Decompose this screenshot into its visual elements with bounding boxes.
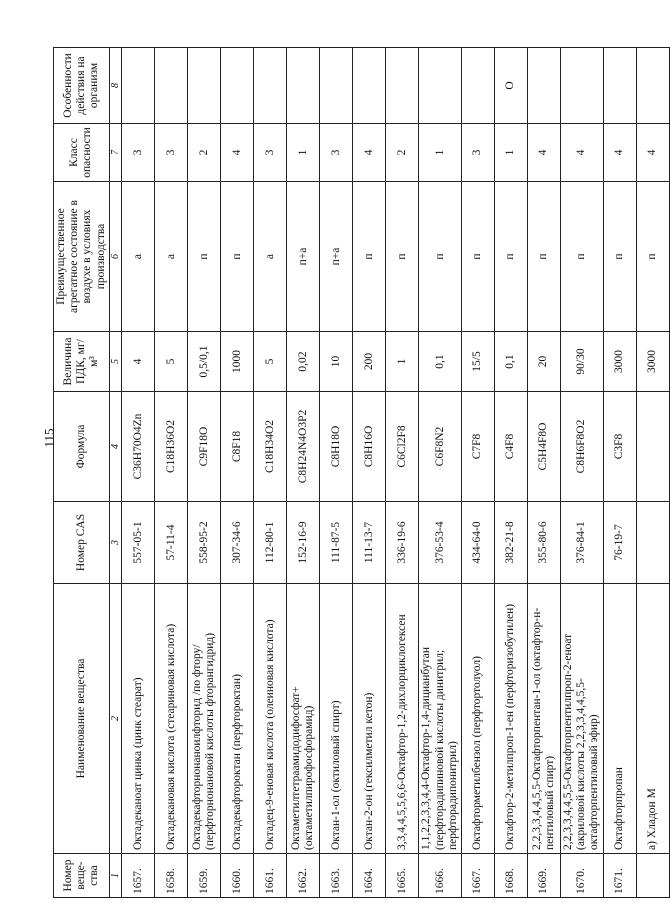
column-number: 5	[109, 332, 122, 392]
column-number-row	[109, 48, 122, 898]
aggregate-state: п+а	[320, 182, 353, 332]
aggregate-state: п	[495, 182, 528, 332]
cas-number: 355-80-6	[528, 502, 561, 584]
table-body	[122, 48, 669, 898]
hazard-class: 4	[221, 124, 254, 182]
table-row	[254, 48, 287, 898]
substance-name: 3,3,4,4,5,5,6,6-Октафтор-1,2-дихлорциклогексен	[386, 584, 419, 854]
header-number: Номер веще- ства	[54, 854, 110, 898]
row-number: 1668.	[495, 854, 528, 898]
table-row	[155, 48, 188, 898]
substance-name: Октафторпропан	[603, 584, 636, 854]
table-row	[495, 48, 528, 898]
row-number: 1671.	[603, 854, 636, 898]
cas-number: 76-19-7	[603, 502, 636, 584]
header-state: Преимущественное агрегатное состояние в воздухе в условиях производства	[54, 182, 110, 332]
row-number: 1666.	[419, 854, 462, 898]
substance-name: 2,2,3,3,4,4,5,5-Октафторпентан-1-ол (октафтор-н-пентиловый спирт)	[528, 584, 561, 854]
row-number: 1663.	[320, 854, 353, 898]
table-row	[386, 48, 419, 898]
pdk-value: 10	[320, 332, 353, 392]
formula: C8F18	[221, 392, 254, 502]
table-row	[122, 48, 155, 898]
table-row	[636, 48, 669, 898]
action-feature	[122, 48, 155, 124]
formula: C6F8N2	[419, 392, 462, 502]
pdk-value: 90/30	[561, 332, 604, 392]
cas-number: 336-19-6	[386, 502, 419, 584]
page-number: 115	[41, 428, 57, 448]
pdk-value: 0,5/0,1	[188, 332, 221, 392]
action-feature	[528, 48, 561, 124]
column-number: 1	[109, 854, 122, 898]
hazard-class: 3	[320, 124, 353, 182]
pdk-value: 5	[254, 332, 287, 392]
pdk-value: 3000	[603, 332, 636, 392]
table-row	[419, 48, 462, 898]
formula: C36H70O4Zn	[122, 392, 155, 502]
substance-name: Октадекафтороктан (перфтороктан)	[221, 584, 254, 854]
table-row	[188, 48, 221, 898]
action-feature	[353, 48, 386, 124]
aggregate-state: п	[419, 182, 462, 332]
aggregate-state: п	[386, 182, 419, 332]
formula: C7F8	[462, 392, 495, 502]
substance-name: 2,2,3,3,4,4,5,5-Октафторпентилпроп-2-еноат (акриловой кислоты 2,2,3,3,4,4,5,5-октафторпентиловый эфир)	[561, 584, 604, 854]
aggregate-state: п	[221, 182, 254, 332]
cas-number	[636, 502, 669, 584]
formula: C8H16O	[353, 392, 386, 502]
aggregate-state: п	[353, 182, 386, 332]
column-number: 6	[109, 182, 122, 332]
action-feature	[386, 48, 419, 124]
substance-name: Октафтор-2-метилпроп-1-ен (перфторизобутилен)	[495, 584, 528, 854]
row-number: 1658.	[155, 854, 188, 898]
action-feature: О	[495, 48, 528, 124]
substance-name: Октафторметилбензол (перфтортолуол)	[462, 584, 495, 854]
action-feature	[462, 48, 495, 124]
substance-name: Октаметилтетраамидодифосфат+ (октаметилпирофосфорамид)	[287, 584, 320, 854]
table-row	[462, 48, 495, 898]
hazard-class: 4	[528, 124, 561, 182]
hazard-class: 4	[353, 124, 386, 182]
substance-name: а) Хладон М	[636, 584, 669, 854]
header-class: Класс опасности	[54, 124, 110, 182]
cas-number: 434-64-0	[462, 502, 495, 584]
rotated-table-container	[53, 48, 659, 898]
substance-name: Октан-1-ол (октиловый спирт)	[320, 584, 353, 854]
table-row	[561, 48, 604, 898]
formula: C8H6F8O2	[561, 392, 604, 502]
header-formula: Формула	[54, 392, 110, 502]
hazard-class: 3	[462, 124, 495, 182]
hazard-class: 2	[386, 124, 419, 182]
aggregate-state: п	[462, 182, 495, 332]
cas-number: 376-53-4	[419, 502, 462, 584]
hazard-class: 2	[188, 124, 221, 182]
action-feature	[419, 48, 462, 124]
column-number: 2	[109, 584, 122, 854]
action-feature	[320, 48, 353, 124]
substance-name: Октан-2-он (гексилметил кетон)	[353, 584, 386, 854]
pdk-value: 0,02	[287, 332, 320, 392]
aggregate-state: п	[561, 182, 604, 332]
hazard-class: 4	[561, 124, 604, 182]
table-row	[221, 48, 254, 898]
action-feature	[287, 48, 320, 124]
hazard-class: 1	[495, 124, 528, 182]
substances-table	[53, 47, 670, 898]
aggregate-state: п	[188, 182, 221, 332]
table-row	[287, 48, 320, 898]
pdk-value: 1	[386, 332, 419, 392]
aggregate-state: п	[636, 182, 669, 332]
header-feature: Особенности действия на организм	[54, 48, 110, 124]
substance-name: Октадеканоат цинка (цинк стеарат)	[122, 584, 155, 854]
cas-number: 307-34-6	[221, 502, 254, 584]
formula: C4F8	[495, 392, 528, 502]
action-feature	[561, 48, 604, 124]
action-feature	[155, 48, 188, 124]
hazard-class: 1	[287, 124, 320, 182]
cas-number: 112-80-1	[254, 502, 287, 584]
pdk-value: 3000	[636, 332, 669, 392]
row-number	[636, 854, 669, 898]
aggregate-state: п+а	[287, 182, 320, 332]
pdk-value: 0,1	[419, 332, 462, 392]
table-row	[320, 48, 353, 898]
formula: C18H36O2	[155, 392, 188, 502]
hazard-class: 3	[254, 124, 287, 182]
header-row	[54, 48, 110, 898]
cas-number: 57-11-4	[155, 502, 188, 584]
column-number: 8	[109, 48, 122, 124]
pdk-value: 1000	[221, 332, 254, 392]
action-feature	[636, 48, 669, 124]
pdk-value: 20	[528, 332, 561, 392]
formula: C8H24N4O3P2	[287, 392, 320, 502]
column-number: 4	[109, 392, 122, 502]
table-row	[528, 48, 561, 898]
hazard-class: 3	[122, 124, 155, 182]
hazard-class: 4	[603, 124, 636, 182]
action-feature	[188, 48, 221, 124]
cas-number: 111-87-5	[320, 502, 353, 584]
cas-number: 376-84-1	[561, 502, 604, 584]
row-number: 1669.	[528, 854, 561, 898]
formula: C6Cl2F8	[386, 392, 419, 502]
row-number: 1657.	[122, 854, 155, 898]
header-name: Наименование вещества	[54, 584, 110, 854]
column-number: 3	[109, 502, 122, 584]
row-number: 1661.	[254, 854, 287, 898]
formula: C5H4F8O	[528, 392, 561, 502]
column-number: 7	[109, 124, 122, 182]
row-number: 1670.	[561, 854, 604, 898]
row-number: 1664.	[353, 854, 386, 898]
pdk-value: 5	[155, 332, 188, 392]
formula: C9F18O	[188, 392, 221, 502]
cas-number: 152-16-9	[287, 502, 320, 584]
aggregate-state: а	[254, 182, 287, 332]
header-pdk: Величина ПДК, мг/м³	[54, 332, 110, 392]
aggregate-state: п	[528, 182, 561, 332]
row-number: 1662.	[287, 854, 320, 898]
formula: C8H18O	[320, 392, 353, 502]
action-feature	[254, 48, 287, 124]
cas-number: 111-13-7	[353, 502, 386, 584]
aggregate-state: п	[603, 182, 636, 332]
cas-number: 382-21-8	[495, 502, 528, 584]
pdk-value: 0,1	[495, 332, 528, 392]
substance-name: Октадекафторнонаноилфторид /по фтору/ (перфторнонановой кислоты фторангидрид)	[188, 584, 221, 854]
header-cas: Номер CAS	[54, 502, 110, 584]
aggregate-state: а	[122, 182, 155, 332]
row-number: 1659.	[188, 854, 221, 898]
pdk-value: 4	[122, 332, 155, 392]
formula: C3F8	[603, 392, 636, 502]
hazard-class: 1	[419, 124, 462, 182]
row-number: 1660.	[221, 854, 254, 898]
hazard-class: 4	[636, 124, 669, 182]
action-feature	[221, 48, 254, 124]
row-number: 1665.	[386, 854, 419, 898]
substance-name: Октадец-9-еновая кислота (олеиновая кислота)	[254, 584, 287, 854]
cas-number: 557-05-1	[122, 502, 155, 584]
table-row	[603, 48, 636, 898]
hazard-class: 3	[155, 124, 188, 182]
pdk-value: 200	[353, 332, 386, 392]
pdk-value: 15/5	[462, 332, 495, 392]
row-number: 1667.	[462, 854, 495, 898]
table-row	[353, 48, 386, 898]
cas-number: 558-95-2	[188, 502, 221, 584]
substance-name: Октадекановая кислота (стеариновая кислота)	[155, 584, 188, 854]
substance-name: 1,1,2,2,3,3,4,4-Октафтор-1,4-дицианбутан (перфторадипиновой кислоты динитрил; перфторадипонитрил)	[419, 584, 462, 854]
formula: C18H34O2	[254, 392, 287, 502]
formula	[636, 392, 669, 502]
aggregate-state: а	[155, 182, 188, 332]
action-feature	[603, 48, 636, 124]
